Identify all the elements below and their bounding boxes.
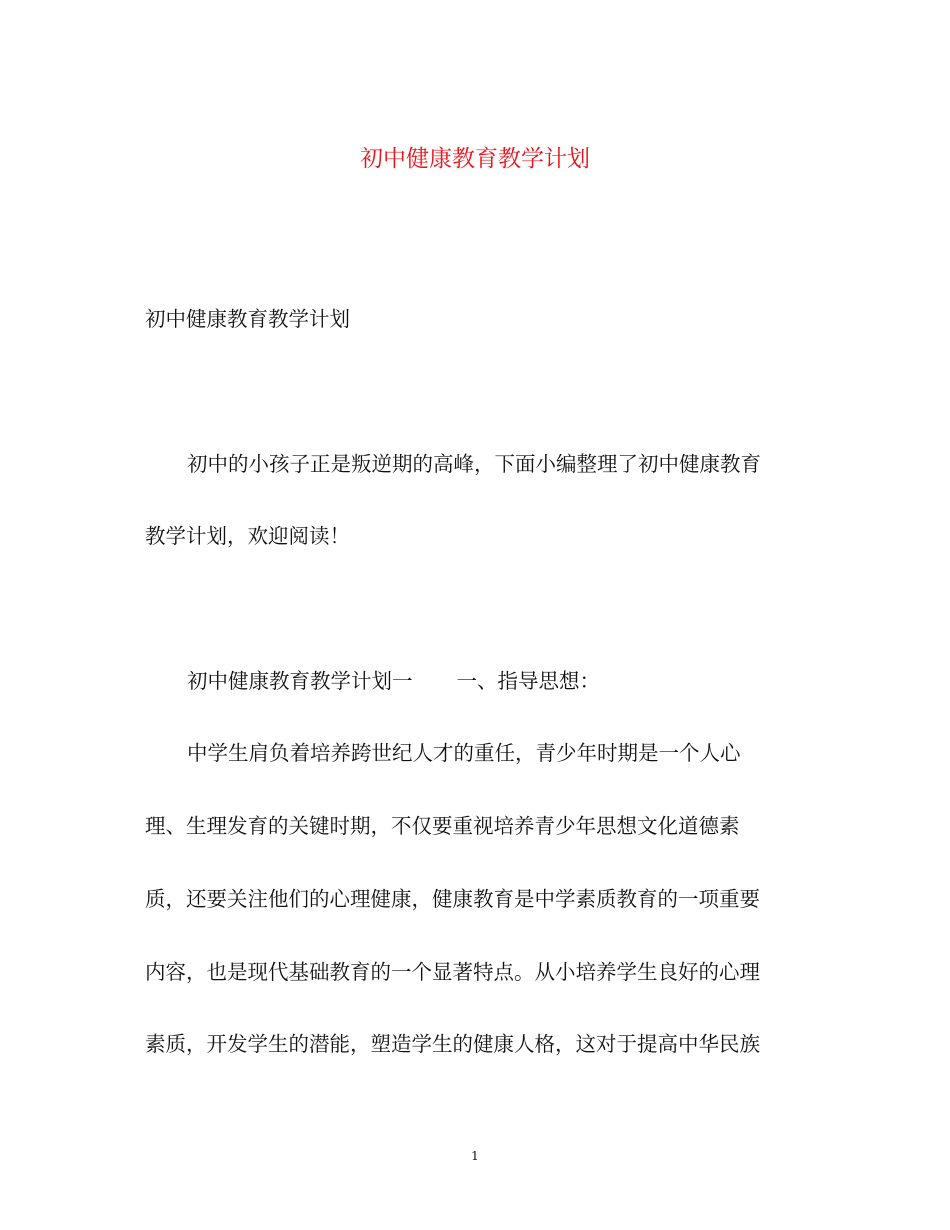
page-number: 1	[471, 1149, 479, 1163]
section-heading-guiding-idea: 一、指导思想：	[456, 669, 600, 693]
document-subtitle: 初中健康教育教学计划	[145, 307, 350, 331]
body-line-4: 内容，也是现代基础教育的一个显著特点。从小培养学生良好的心理	[145, 960, 760, 984]
body-line-1: 中学生肩负着培养跨世纪人才的重任，青少年时期是一个人心	[187, 741, 741, 765]
body-line-2: 理、生理发育的关键时期，不仅要重视培养青少年思想文化道德素	[145, 814, 740, 838]
section-heading	[187, 666, 867, 696]
body-line-3: 质，还要关注他们的心理健康，健康教育是中学素质教育的一项重要	[145, 887, 760, 911]
intro-line-1: 初中的小孩子正是叛逆期的高峰，下面小编整理了初中健康教育	[187, 452, 761, 476]
intro-line-2: 教学计划，欢迎阅读！	[145, 524, 350, 548]
section-heading-plan-name: 初中健康教育教学计划一	[187, 669, 413, 693]
document-title: 初中健康教育教学计划	[360, 146, 590, 172]
body-line-5: 素质，开发学生的潜能，塑造学生的健康人格，这对于提高中华民族	[145, 1032, 760, 1056]
